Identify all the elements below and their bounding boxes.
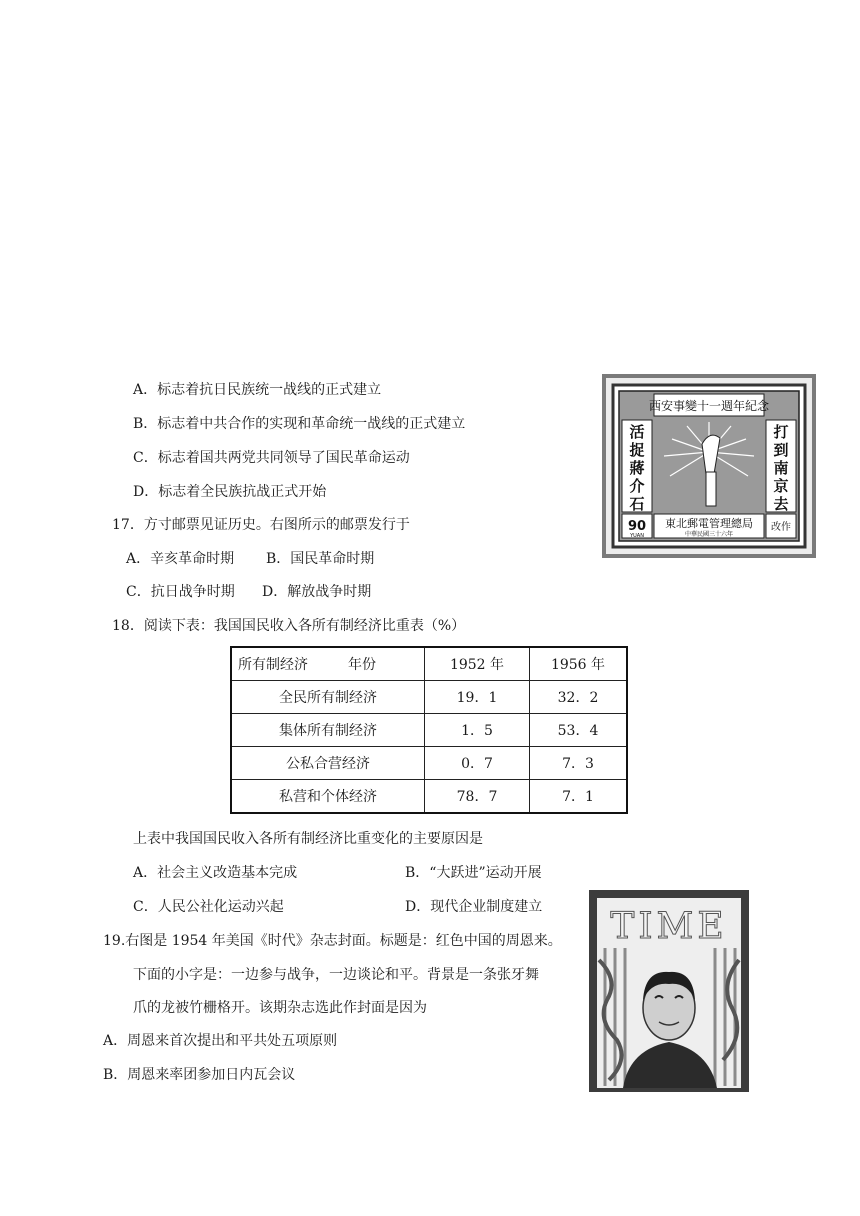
- row-name: 公私合营经济: [231, 747, 425, 780]
- row-value-1956: 7．1: [530, 780, 628, 814]
- q18-stem: 18．阅读下表：我国国民收入各所有制经济比重表（%）: [112, 618, 466, 634]
- svg-text:活: 活: [629, 423, 645, 441]
- q18-option-d: D．现代企业制度建立: [405, 899, 543, 915]
- svg-text:去: 去: [773, 495, 789, 513]
- q17-option-a: A．辛亥革命时期: [126, 551, 235, 567]
- svg-text:蔣: 蔣: [629, 459, 645, 477]
- q19-line-2: 下面的小字是：一边参与战争，一边谈论和平。背景是一条张牙舞: [133, 967, 539, 983]
- q16-option-b: B．标志着中共合作的实现和革命统一战线的正式建立: [133, 416, 466, 432]
- row-value-1956: 32．2: [530, 681, 628, 714]
- row-name: 集体所有制经济: [231, 714, 425, 747]
- row-value-1952: 0．7: [425, 747, 530, 780]
- q16-option-a: A．标志着抗日民族统一战线的正式建立: [133, 382, 382, 398]
- stamp-right-text: [772, 423, 788, 513]
- q17-option-b: B．国民革命时期: [266, 551, 375, 567]
- header-year-label: 年份: [348, 657, 376, 673]
- q18-option-b: B．“大跃进”运动开展: [405, 865, 542, 881]
- row-name: 全民所有制经济: [231, 681, 425, 714]
- q17-option-d: D．解放战争时期: [262, 584, 372, 600]
- header-year-1956: 1956 年: [530, 647, 628, 681]
- stamp-left-text: [629, 423, 644, 513]
- svg-text:石: 石: [629, 495, 645, 513]
- stamp-image: [602, 374, 816, 558]
- ownership-table: [230, 646, 628, 814]
- q16-option-c: C．标志着国共两党共同领导了国民革命运动: [133, 450, 410, 466]
- cover-title: TIME: [610, 906, 728, 947]
- q17-stem: 17．方寸邮票见证历史。右图所示的邮票发行于: [112, 517, 410, 533]
- svg-text:捉: 捉: [629, 441, 645, 459]
- q19-option-a: A．周恩来首次提出和平共处五项原则: [103, 1033, 338, 1049]
- q19-line-3: 爪的龙被竹栅格开。该期杂志选此作封面是因为: [133, 1000, 427, 1016]
- q17-option-c: C．抗日战争时期: [126, 584, 235, 600]
- row-value-1952: 19．1: [425, 681, 530, 714]
- svg-text:到: 到: [773, 441, 789, 459]
- q18-option-a: A．社会主义改造基本完成: [133, 865, 298, 881]
- row-value-1952: 78．7: [425, 780, 530, 814]
- svg-text:南: 南: [773, 459, 789, 477]
- q18-option-c: C．人民公社化运动兴起: [133, 899, 284, 915]
- q16-option-d: D．标志着全民族抗战正式开始: [133, 484, 327, 500]
- q19-line-1: 19.右图是 1954 年美国《时代》杂志封面。标题是：红色中国的周恩来。: [103, 933, 562, 949]
- stamp-right-small: 改作: [771, 522, 791, 533]
- header-year-1952: 1952 年: [425, 647, 530, 681]
- stamp-denomination: 90: [627, 519, 647, 534]
- svg-text:介: 介: [629, 477, 645, 495]
- table-row: [231, 681, 627, 714]
- table-header-cell: [231, 647, 425, 681]
- stamp-currency: YUAN: [630, 533, 644, 539]
- table-header-row: [231, 647, 627, 681]
- header-ownership-label: 所有制经济: [238, 657, 308, 673]
- q18-question: 上表中我国国民收入各所有制经济比重变化的主要原因是: [133, 831, 483, 847]
- stamp-bottom-text: 東北郵電管理總局: [665, 517, 753, 530]
- table-row: [231, 747, 627, 780]
- time-magazine-cover-image: [589, 890, 749, 1092]
- row-value-1956: 7．3: [530, 747, 628, 780]
- table-row: [231, 714, 627, 747]
- stamp-top-text: 西安事變十一週年紀念: [648, 399, 770, 413]
- stamp-date-text: 中華民國三十六年: [684, 531, 734, 538]
- table-row: [231, 780, 627, 814]
- svg-text:京: 京: [773, 477, 789, 495]
- row-value-1956: 53．4: [530, 714, 628, 747]
- svg-text:打: 打: [773, 423, 789, 441]
- row-name: 私营和个体经济: [231, 780, 425, 814]
- q19-option-b: B．周恩来率团参加日内瓦会议: [103, 1067, 296, 1083]
- row-value-1952: 1．5: [425, 714, 530, 747]
